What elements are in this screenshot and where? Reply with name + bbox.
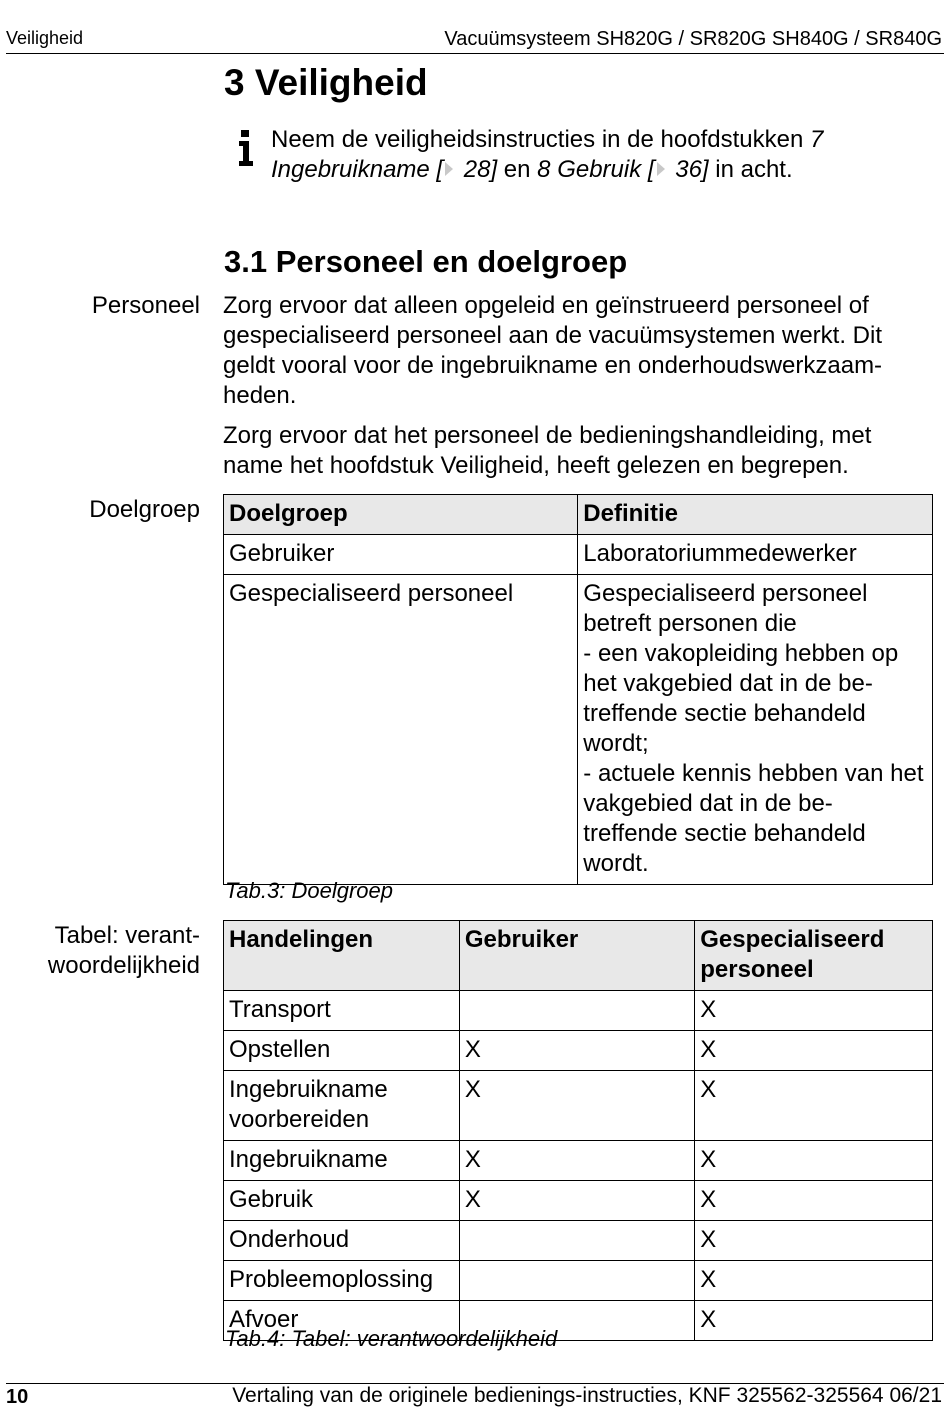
table-cell: Ingebruikname voorbereiden xyxy=(224,1071,460,1141)
table-cell: X xyxy=(459,1181,694,1221)
table-cell: X xyxy=(695,1261,933,1301)
table-cell: X xyxy=(695,991,933,1031)
table-cell: Ingebruikname xyxy=(224,1141,460,1181)
table-row xyxy=(224,575,933,885)
table-cell: Onderhoud xyxy=(224,1221,460,1261)
link-gebruik[interactable] xyxy=(537,156,708,183)
table-cell: X xyxy=(695,1071,933,1141)
header-product-label: Vacuümsysteem SH820G / SR820G SH840G / SR840G xyxy=(444,28,942,50)
table-row xyxy=(224,1221,933,1261)
table-header-cell: Doelgroep xyxy=(224,495,578,535)
note-text-before: Neem de veiligheidsinstructies in de hoofdstukken xyxy=(271,126,810,153)
table-cell: Laboratoriummedewerker xyxy=(578,535,933,575)
table-cell: Opstellen xyxy=(224,1031,460,1071)
side-label-tabel-line1: Tabel: verant- xyxy=(54,922,200,949)
ref2-label: 8 Gebruik [ xyxy=(537,156,655,183)
footer-text: Vertaling van de originele bedienings-instructies, KNF 325562-325564 06/21 xyxy=(232,1384,942,1407)
note-text-mid: en xyxy=(497,156,538,183)
table-header-row xyxy=(224,495,933,535)
table-cell: Gebruik xyxy=(224,1181,460,1221)
table-cell: X xyxy=(695,1141,933,1181)
section-title: 3.1 Personeel en doelgroep xyxy=(224,244,628,279)
table-header-cell: Gebruiker xyxy=(459,921,694,991)
table-cell xyxy=(459,1261,694,1301)
ref1-label: 7 Ingebruikname [ xyxy=(271,126,824,183)
table-cell: Afvoer xyxy=(224,1301,460,1341)
paragraph-personeel: Zorg ervoor dat alleen opgeleid en geïnstrueerd personeel of gespecialiseerd personeel aan de vacuümsystemen werkt. Dit geldt vooral voor de ingebruikname en onderhoudswerkzaam-heden. xyxy=(223,292,883,409)
side-label-personeel: Personeel xyxy=(91,292,200,319)
table-cell: Gebruiker xyxy=(224,535,578,575)
table-cell: Gespecialiseerd personeel xyxy=(224,575,578,885)
table-row xyxy=(224,1071,933,1141)
table-cell xyxy=(459,991,694,1031)
ref2-page: 36] xyxy=(668,156,709,183)
ref1-page: 28] xyxy=(457,156,498,183)
table-row xyxy=(224,1141,933,1181)
table-row xyxy=(224,991,933,1031)
table-cell xyxy=(459,1221,694,1261)
side-label-doelgroep: Doelgroep xyxy=(89,496,200,523)
table-header-cell: Gespecialiseerd personeel xyxy=(695,921,933,991)
table-cell: Probleemoplossing xyxy=(224,1261,460,1301)
table-row xyxy=(224,1031,933,1071)
table-cell: Gespecialiseerd personeel betreft personen die - een vakopleiding hebben op het vakgebied dat in de be-treffende sectie behandeld wordt; - actuele kennis hebben van het vakgebied dat in de be-treffende sectie behandeld wordt. xyxy=(578,575,933,885)
chapter-title: 3 Veiligheid xyxy=(224,62,428,103)
table-header-row xyxy=(224,921,933,991)
paragraph-handleiding: Zorg ervoor dat het personeel de bedieningshandleiding, met name het hoofdstuk Veiligheid, heeft gelezen en begrepen. xyxy=(223,422,872,479)
info-icon xyxy=(236,128,256,168)
safety-note xyxy=(271,125,931,185)
table-cell: Transport xyxy=(224,991,460,1031)
table-doelgroep xyxy=(223,494,933,885)
side-label-tabel-line2: woordelijkheid xyxy=(47,952,200,979)
table-caption: Tab.4: Tabel: verantwoordelijkheid xyxy=(225,1326,558,1351)
note-text-after: in acht. xyxy=(708,156,793,183)
table-caption: Tab.3: Doelgroep xyxy=(225,878,393,903)
table-cell: X xyxy=(459,1141,694,1181)
table-row xyxy=(224,1181,933,1221)
table-verantwoordelijkheid xyxy=(223,920,933,1341)
header-divider xyxy=(6,53,944,54)
nav-arrow-icon xyxy=(445,162,453,176)
table-row xyxy=(224,1261,933,1301)
table-row xyxy=(224,535,933,575)
table-cell: X xyxy=(695,1221,933,1261)
side-label-tabel xyxy=(0,921,200,981)
nav-arrow-icon xyxy=(657,162,665,176)
table-cell: X xyxy=(459,1031,694,1071)
table-cell: X xyxy=(695,1181,933,1221)
table-header-cell: Definitie xyxy=(578,495,933,535)
table-cell: X xyxy=(459,1071,694,1141)
header-section-label: Veiligheid xyxy=(6,28,84,48)
table-cell: X xyxy=(695,1031,933,1071)
table-header-cell: Handelingen xyxy=(224,921,460,991)
table-cell: X xyxy=(695,1301,933,1341)
page-number: 10 xyxy=(6,1386,29,1408)
